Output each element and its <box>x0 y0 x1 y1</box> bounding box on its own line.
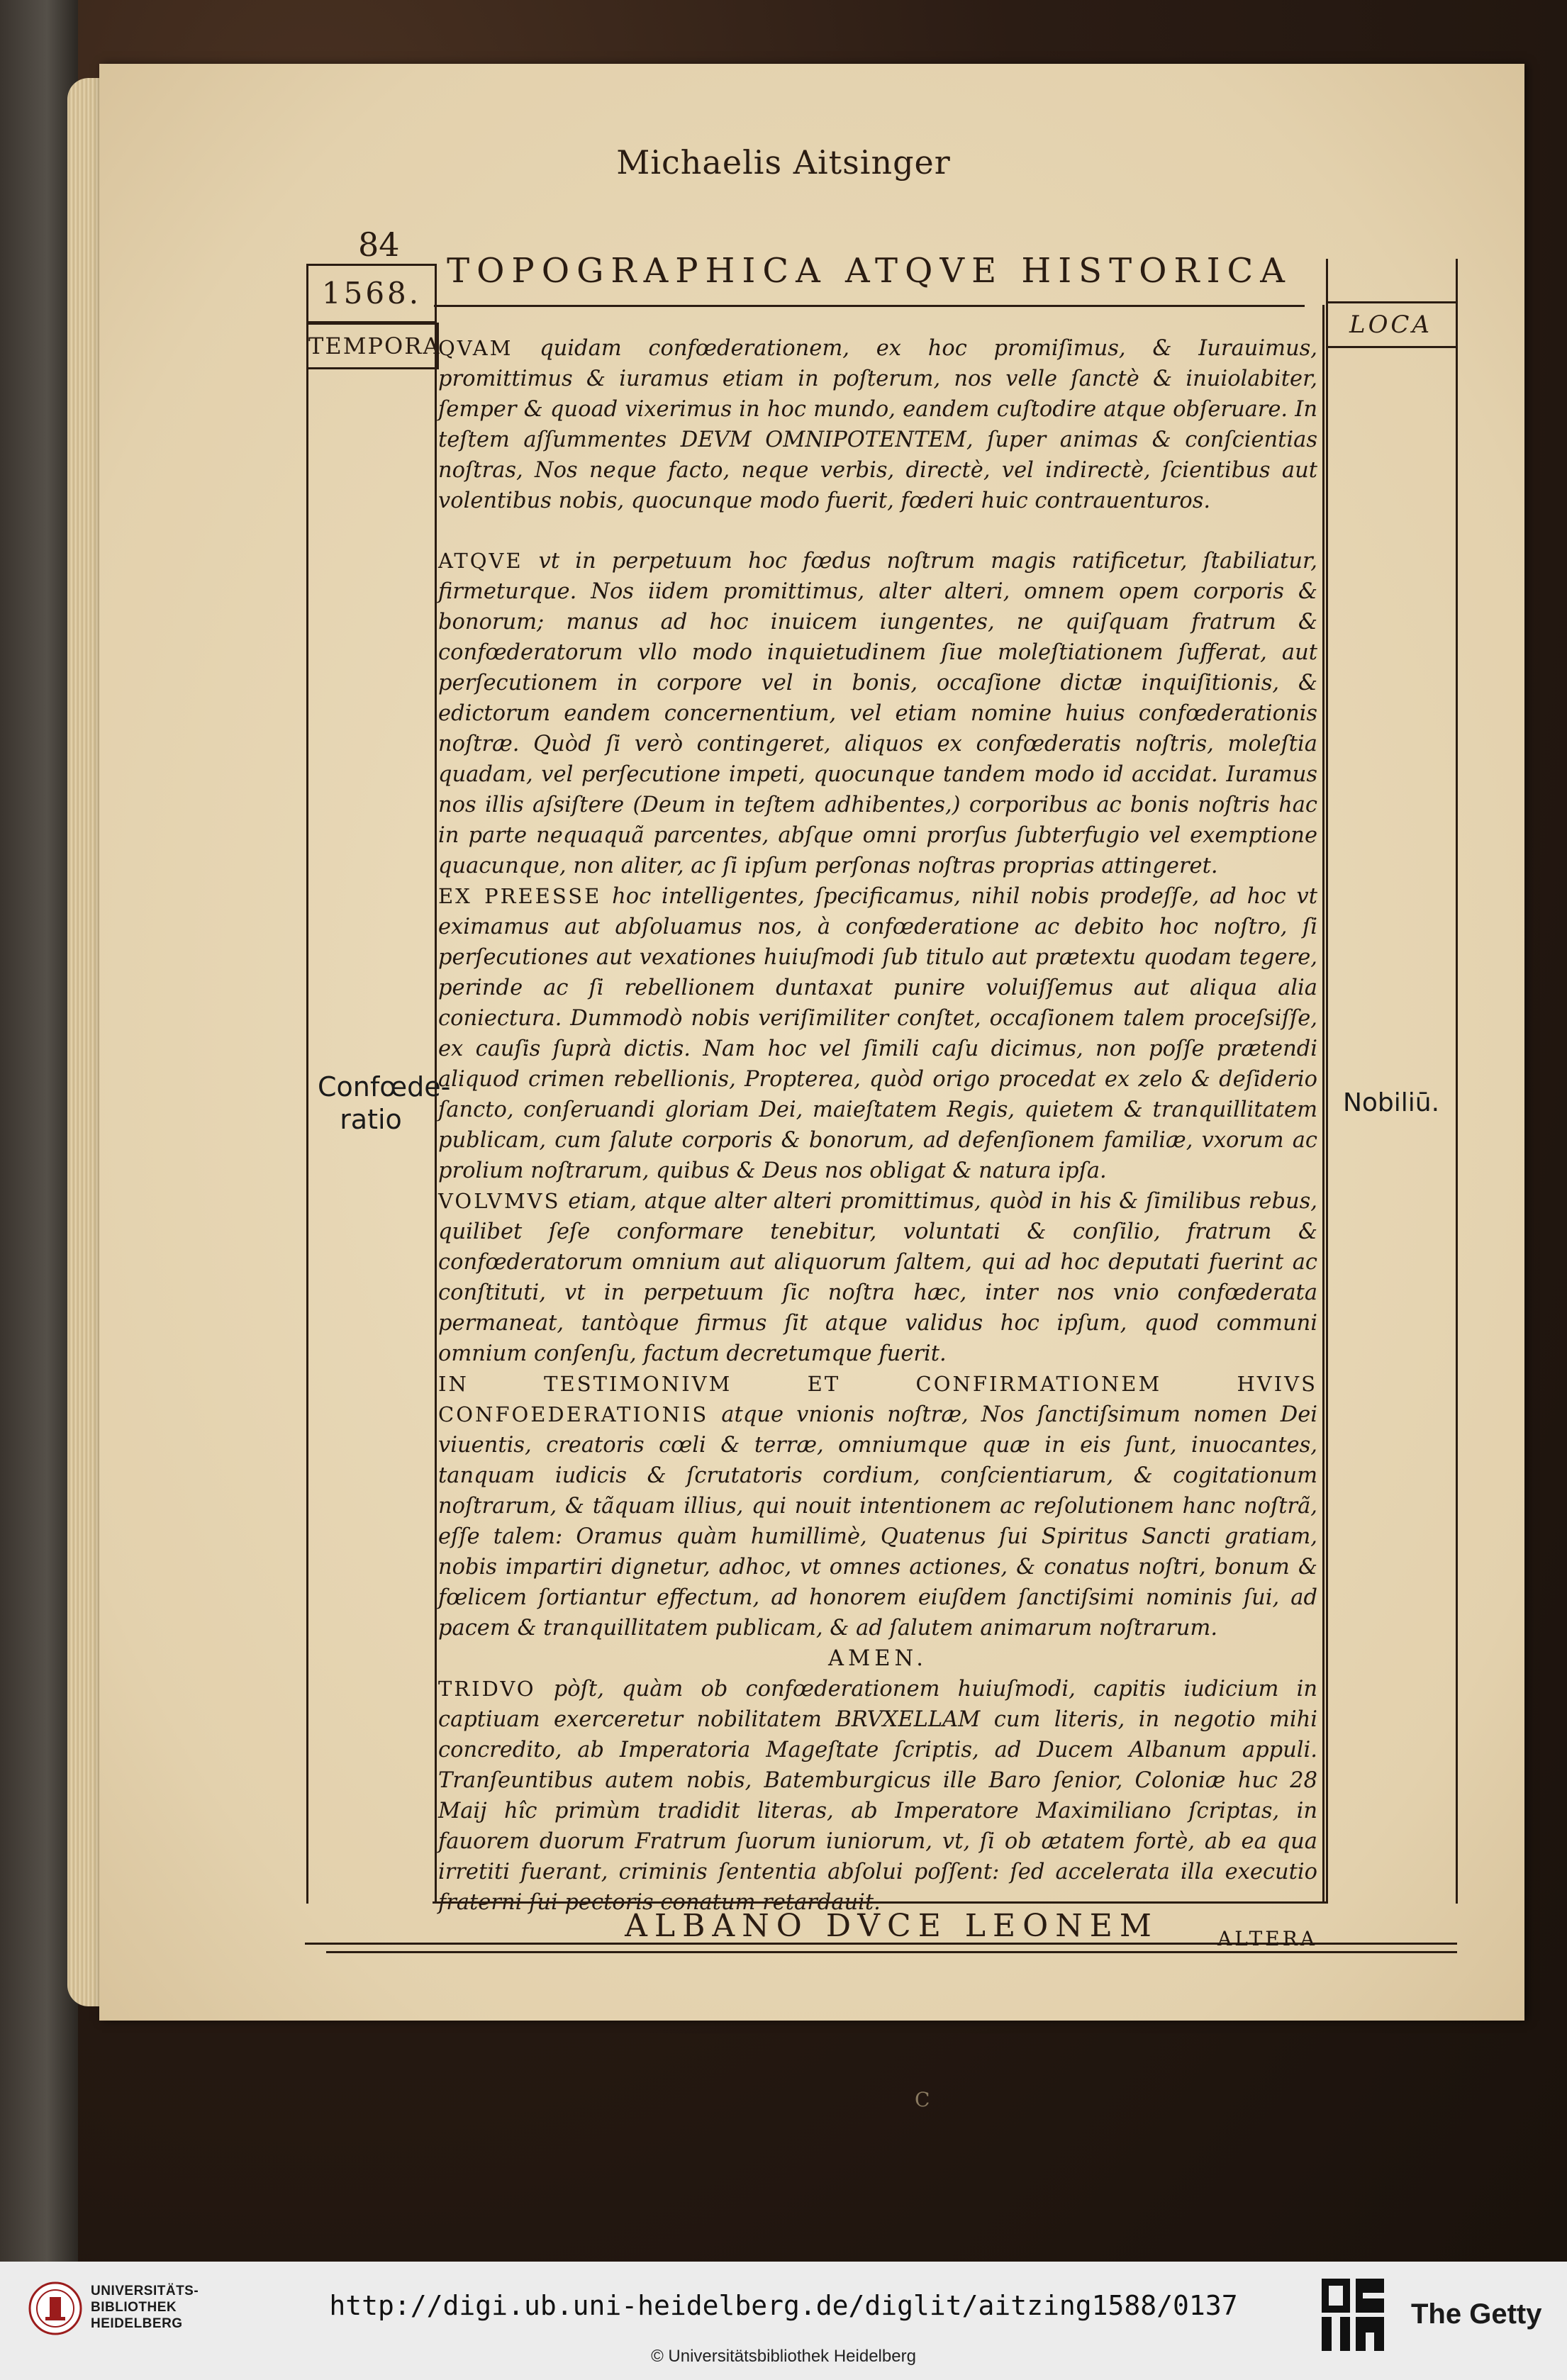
paragraph-5-text: atque vnionis noſtræ, Nos ſanctiſsimum nomen Dei viuentis, creatoris cœli & terræ, omniumque quæ in eis ſunt, inuocantes, tanquam iudicis & ſcrutatoris cordium, conſcientiarum, & cogitationum noſtrarum, & tãquam illius, qui nouit intentionem ac reſolutionem hanc noſtrã, eſſe talem: Oramus quàm humillimè, Quatenus ſui Spiritus Sancti gratiam, nobis impartiri dignetur, adhoc, vt omnes actiones, & conatus noſtri, bonum & fœlicem ſortiantur effectum, ad honorem eiuſdem ſanctiſsimi nominis ſui, ad pacem & tranquillitatem publicam, & ad ſalutem animarum noſtrarum. <box>438 1402 1317 1641</box>
paragraph-3-text: hoc intelligentes, ſpecificamus, nihil nobis prodeſſe, ad hoc vt eximamus aut abſoluamus nos, à confœderatione ac debito hoc noſtro, ſi perſecutiones aut vexationes huiuſmodi ſub titulo aut prætextu quodam tegere, perinde ac ſi rebellionem duntaxat punire voluiſſemus aut aliqua alia coniectura. Dummodò nobis veriſimiliter conſtet, occaſionem talem proceſsiſſe, ex cauſis ſuprà dictis. Nam hoc vel ſimili caſu dicimus, non poſſe prætendi aliquod crimen rebellionis, Propterea, quòd origo procedat ex zelo & deſiderio ſancto, conſeruandi gloriam Dei, maieſtatem Regis, quietem & tranquillitatem publicam, cum ſalute corporis & bonorum, ad defenſionem familiæ, vxorum ac prolium noſtrarum, quibus & Deus nos obligat & natura ipſa. <box>438 884 1317 1183</box>
paragraph-1-lead: QVAM <box>438 336 513 360</box>
paragraph-3-lead: EX PREESSE <box>438 884 602 908</box>
page-title: TOPOGRAPHICA ATQVE HISTORICA <box>434 238 1305 307</box>
paragraph-3 <box>438 881 1317 1186</box>
paragraph-1 <box>438 333 1317 516</box>
paragraph-2-text: vt in perpetuum hoc fœdus noſtrum magis ratificetur, ſtabiliatur, firmeturque. Nos iidem promittimus, alter alteri, omnem opem corporis & bonorum; manus ad hoc inuicem iungentes, ne quiſquam fratrum & confœderatorum vllo modo inquietudinem ſiue moleſtiationem ſufferat, aut perſecutionem in corpore vel in bonis, occaſione dictæ inquiſitionis, & edictorum eandem concernentium, vel etiam nomine huius confœderationis noſtræ. Quòd ſi verò contingeret, aliquos ex confœderatis noſtris, moleſtia quadam, vel perſecutione impeti, quocunque tandem modo id accidat. Iuramus nos illis aſsiſtere (Deum in teſtem adhibentes,) corporibus ac bonis noſtris hac in parte nequaquã parcentes, abſque omni prorſus ſubterfugio vel exemptione quacunque, non aliter, ac ſi ipſum perſonas noſtras proprias attingeret. <box>438 549 1317 878</box>
library-line-3: HEIDELBERG <box>91 2316 183 2331</box>
year-box: 1568. <box>306 264 437 323</box>
paragraph-6-text: pòſt, quàm ob confœderationem huiuſmodi, capitis iudicium in captiuam exerceretur nobilitatem BRVXELLAM cum literis, in negotio mihi concredito, ab Imperatoria Mageſtate ſcriptis, ad Ducem Albanum appuli. Tranſeuntibus autem nobis, Batemburgicus ille Baro ſenior, Coloniæ huc 28 Maij hîc primùm tradidit literas, ab Imperatore Maximiliano ſcriptas, in fauorem duorum Fratrum ſuorum iuniorum, vt, ſi ob ætatem fortè, ab ea qua irretiti fuerant, criminis ſententia abſolui poſſent: ſed accelerata illa executio fraterni ſui pectoris conatum retardauit. <box>438 1677 1317 1915</box>
permalink-url[interactable]: http://digi.ub.uni-heidelberg.de/diglit/aitzing1588/0137 <box>329 2290 1238 2321</box>
catchword: ALTERA <box>1217 1927 1317 1950</box>
paragraph-6 <box>438 1674 1317 1918</box>
paragraph-4-text: etiam, atque alter alteri promittimus, quòd in his & ſimilibus rebus, quilibet ſeſe conformare tenebitur, voluntati & conſilio, fratrum & confœderatorum omnium aut aliquorum ſaltem, qui ad hoc deputati fuerint ac conſtituti, vt in perpetuum ſic noſtra hæc, inter nos vnio confœderata permaneat, tantòque firmus ſit atque validus hoc ipſum, quod communi omnium conſenſu, factum decretumque fuerit. <box>438 1189 1317 1366</box>
paragraph-4-lead: VOLVMVS <box>438 1189 561 1213</box>
footer-title: ALBANO DVCE LEONEM <box>326 1901 1457 1953</box>
paragraph-1-text: quidam confœderationem, ex hoc promiſimus, & Iurauimus, promittimus & iuramus etiam in poſterum, nos velle ſanctè & inuiolabiter, ſemper & quoad vixerimus in hoc mundo, eandem cuſtodire atque obſeruare. In teſtem aſſummentes DEVM OMNIPOTENTEM, ſuper animas & conſcientias noſtras, Nos neque facto, neque verbis, directè, vel indirectè, ſcientibus aut volentibus nobis, quocunque modo fuerit, fœderi huic contrauenturos. <box>438 336 1317 513</box>
paragraph-4 <box>438 1186 1317 1369</box>
paragraph-6-lead: TRIDVO <box>438 1677 536 1701</box>
margin-note-left <box>318 1071 451 1136</box>
paragraph-2-lead: ATQVE <box>438 549 523 573</box>
viewer-footer <box>0 2262 1567 2380</box>
getty-logo-icon[interactable] <box>1319 2276 1387 2354</box>
margin-note-left-line1: Confœde- <box>318 1071 451 1102</box>
library-line-1: UNIVERSITÄTS- <box>91 2284 199 2298</box>
paragraph-5 <box>438 1369 1317 1643</box>
loca-label: LOCA <box>1326 301 1456 348</box>
margin-note-right: Nobiliū. <box>1342 1088 1440 1117</box>
copyright-notice: © Universitätsbibliothek Heidelberg <box>651 2347 916 2366</box>
tempora-label: TEMPORA <box>306 323 439 369</box>
loca-column <box>1326 259 1458 1904</box>
book-spine-edge <box>0 0 78 2262</box>
stain-mark: C <box>915 2088 930 2111</box>
page-number: 84 <box>358 225 400 264</box>
library-line-2: BIBLIOTHEK <box>91 2300 177 2315</box>
margin-note-left-line2: ratio <box>340 1104 402 1135</box>
amen-line: AMEN. <box>828 1646 927 1671</box>
paragraph-5-lead: IN TESTIMONIVM ET CONFIRMATIONEM HVIVS CONFOEDERATIONIS <box>438 1372 1317 1426</box>
paragraph-2 <box>438 546 1317 881</box>
running-head: Michaelis Aitsinger <box>616 143 951 181</box>
getty-name[interactable]: The Getty <box>1411 2298 1542 2330</box>
body-text <box>438 333 1317 1954</box>
